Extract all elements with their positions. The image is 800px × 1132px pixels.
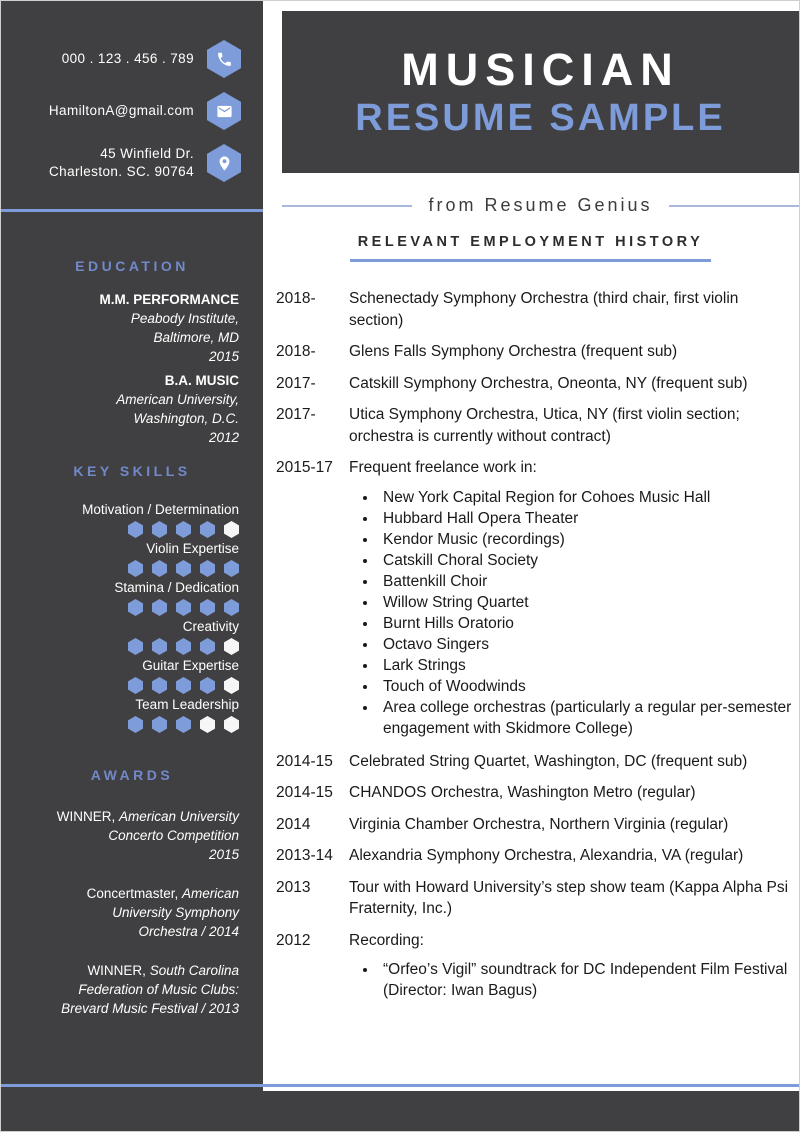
skill-item xyxy=(1,540,263,577)
tagline: from Resume Genius xyxy=(428,195,653,215)
education-entries xyxy=(1,290,263,447)
education-entry xyxy=(21,371,239,447)
skill-level-indicator xyxy=(1,638,239,655)
employment-entry xyxy=(263,845,798,867)
skill-hex-filled xyxy=(152,638,167,655)
employment-bullet: • Catskill Choral Society xyxy=(378,550,792,571)
skill-label: Motivation / Determination xyxy=(82,502,239,517)
skill-item xyxy=(1,501,263,538)
employment-description xyxy=(349,404,794,447)
skill-hex-filled xyxy=(200,560,215,577)
employment-description xyxy=(349,782,794,804)
phone-number: 000 . 123 . 456 . 789 xyxy=(61,51,194,66)
employment-year: 2018- xyxy=(276,343,316,360)
employment-entry xyxy=(263,877,798,920)
education-detail-line: Washington, D.C. xyxy=(133,411,239,426)
address-line-1: 45 Winfield Dr. xyxy=(100,146,194,161)
awards-heading: AWARDS xyxy=(90,767,174,783)
employment-text: Alexandria Symphony Orchestra, Alexandria, VA (regular) xyxy=(349,847,744,864)
skills-list xyxy=(1,501,263,733)
mail-icon xyxy=(207,92,241,130)
employment-text: Catskill Symphony Orchestra, Oneonta, NY (frequent sub) xyxy=(349,374,748,392)
skill-hex-filled xyxy=(176,716,191,733)
contact-phone-row xyxy=(1,39,263,79)
skill-item xyxy=(1,618,263,655)
skill-hex-empty xyxy=(200,716,215,733)
contact-address-row xyxy=(1,143,263,183)
skill-hex-filled xyxy=(152,521,167,538)
employment-text: Schenectady Symphony Orchestra (third chair, first violin section) xyxy=(349,290,739,329)
employment-bullet: • Touch of Woodwinds xyxy=(378,676,792,697)
postal-address xyxy=(49,145,194,181)
key-skills-heading: KEY SKILLS xyxy=(73,463,191,479)
employment-text: Recording: xyxy=(349,931,424,949)
skill-hex-filled xyxy=(176,677,191,694)
award-line xyxy=(27,999,239,1018)
employment-description xyxy=(349,845,794,867)
sidebar xyxy=(1,1,263,1093)
employment-bullet: • Octavo Singers xyxy=(378,634,792,655)
award-text: University Symphony xyxy=(112,905,239,920)
award-text: Federation of Music Clubs: xyxy=(78,982,239,997)
award-line xyxy=(27,884,239,903)
employment-year: 2014 xyxy=(276,815,311,833)
employment-text: Celebrated String Quartet, Washington, DC (frequent sub) xyxy=(349,752,748,770)
education-degree: M.M. PERFORMANCE xyxy=(99,292,239,307)
employment-description xyxy=(349,814,794,836)
employment-text: Glens Falls Symphony Orchestra (frequent sub) xyxy=(349,343,678,360)
phone-icon xyxy=(207,40,241,78)
education-detail-line: 2015 xyxy=(208,349,239,364)
award-entry xyxy=(27,807,239,864)
tagline-rule-left xyxy=(282,205,412,207)
skill-hex-empty xyxy=(224,638,239,655)
employment-text: Utica Symphony Orchestra, Utica, NY (first violin section; orchestra is currently without contract) xyxy=(349,406,740,445)
skill-level-indicator xyxy=(1,521,239,538)
employment-bullet: • Area college orchestras (particularly a regular per-semester engagement with Skidmore College) xyxy=(378,697,792,739)
award-text: American University xyxy=(118,809,239,824)
award-text: Concerto Competition xyxy=(108,828,239,843)
skill-hex-filled xyxy=(224,599,239,616)
employment-text: Virginia Chamber Orchestra, Northern Virginia (regular) xyxy=(349,815,729,833)
employment-bullet-list xyxy=(349,959,792,1001)
skill-hex-filled xyxy=(152,716,167,733)
education-detail-line: Peabody Institute, xyxy=(130,311,239,326)
employment-bullet-list xyxy=(349,487,792,739)
employment-bullet: • Burnt Hills Oratorio xyxy=(378,613,792,634)
award-text: Orchestra / 2014 xyxy=(138,924,239,939)
employment-description xyxy=(349,877,794,920)
title-banner xyxy=(282,11,799,173)
employment-bullet: • “Orfeo’s Vigil” soundtrack for DC Independent Film Festival (Director: Iwan Bagus) xyxy=(378,959,792,1001)
employment-description xyxy=(349,341,794,363)
employment-bullet: • Lark Strings xyxy=(378,655,792,676)
award-prefix: WINNER, xyxy=(56,809,119,824)
skill-hex-filled xyxy=(128,716,143,733)
awards-list xyxy=(1,807,263,1018)
award-line xyxy=(27,980,239,999)
employment-entry xyxy=(263,404,798,447)
employment-year: 2018- xyxy=(276,290,316,307)
employment-section xyxy=(263,233,798,1013)
skill-hex-filled xyxy=(176,560,191,577)
skill-hex-empty xyxy=(224,521,239,538)
award-entry xyxy=(27,961,239,1018)
skill-hex-filled xyxy=(152,560,167,577)
employment-bullet: • New York Capital Region for Cohoes Music Hall xyxy=(378,487,792,508)
award-entry xyxy=(27,884,239,941)
award-text: South Carolina xyxy=(149,963,239,978)
skill-hex-filled xyxy=(200,521,215,538)
skill-level-indicator xyxy=(1,599,239,616)
employment-year: 2015-17 xyxy=(276,459,333,476)
resume-subtitle: RESUME SAMPLE xyxy=(355,96,726,139)
contact-email-row xyxy=(1,91,263,131)
skill-hex-filled xyxy=(128,677,143,694)
education-detail-line: 2012 xyxy=(208,430,239,445)
award-prefix: Concertmaster, xyxy=(86,886,182,901)
skill-label: Guitar Expertise xyxy=(142,658,239,673)
address-line-2: Charleston. SC. 90764 xyxy=(49,164,194,179)
skill-hex-filled xyxy=(176,638,191,655)
award-line xyxy=(27,903,239,922)
skill-label: Stamina / Dedication xyxy=(114,580,239,595)
skill-hex-filled xyxy=(224,560,239,577)
employment-text: Frequent freelance work in: xyxy=(349,459,537,476)
award-line xyxy=(27,922,239,941)
employment-text: Tour with Howard University’s step show team (Kappa Alpha Psi Fraternity, Inc.) xyxy=(349,878,789,917)
award-text: 2015 xyxy=(208,847,239,862)
resume-title: MUSICIAN xyxy=(401,43,680,95)
sidebar-divider xyxy=(1,209,263,212)
employment-text: CHANDOS Orchestra, Washington Metro (regular) xyxy=(349,784,696,801)
employment-description xyxy=(349,930,794,1004)
footer-bar xyxy=(1,1091,799,1131)
tagline-row xyxy=(282,195,799,216)
employment-bullet: • Battenkill Choir xyxy=(378,571,792,592)
employment-entry xyxy=(263,457,798,741)
skill-item xyxy=(1,696,263,733)
education-degree: B.A. MUSIC xyxy=(164,373,239,388)
employment-entry xyxy=(263,341,798,363)
award-text: American xyxy=(181,886,239,901)
employment-year: 2013 xyxy=(276,878,311,896)
employment-bullet: • Hubbard Hall Opera Theater xyxy=(378,508,792,529)
employment-entry xyxy=(263,373,798,395)
skill-item xyxy=(1,579,263,616)
award-line xyxy=(27,826,239,845)
employment-bullet: • Kendor Music (recordings) xyxy=(378,529,792,550)
education-heading: EDUCATION xyxy=(75,258,189,274)
award-prefix: WINNER, xyxy=(87,963,150,978)
employment-entry xyxy=(263,751,798,773)
employment-year: 2017- xyxy=(276,406,316,423)
employment-year: 2013-14 xyxy=(276,847,333,864)
skill-item xyxy=(1,657,263,694)
skill-hex-filled xyxy=(128,638,143,655)
skill-hex-filled xyxy=(128,599,143,616)
location-pin-icon xyxy=(207,144,241,182)
employment-year: 2017- xyxy=(276,374,316,392)
skill-hex-filled xyxy=(200,638,215,655)
award-line xyxy=(27,845,239,864)
skill-hex-empty xyxy=(224,677,239,694)
employment-description xyxy=(349,373,794,395)
employment-description xyxy=(349,288,794,331)
skill-hex-filled xyxy=(176,521,191,538)
contact-section xyxy=(1,1,263,183)
skill-level-indicator xyxy=(1,677,239,694)
section-title-wrap xyxy=(263,233,798,262)
award-text: Brevard Music Festival / 2013 xyxy=(61,1001,239,1016)
tagline-rule-right xyxy=(669,205,799,207)
employment-entry xyxy=(263,930,798,1004)
award-line xyxy=(27,961,239,980)
education-entry xyxy=(21,290,239,366)
education-detail-line: Baltimore, MD xyxy=(153,330,239,345)
employment-year: 2014-15 xyxy=(276,752,333,770)
employment-entry xyxy=(263,782,798,804)
employment-bullet: • Willow String Quartet xyxy=(378,592,792,613)
employment-history-heading: RELEVANT EMPLOYMENT HISTORY xyxy=(350,234,712,262)
education-detail-line: American University, xyxy=(116,392,239,407)
skill-hex-filled xyxy=(176,599,191,616)
skill-hex-filled xyxy=(128,560,143,577)
skill-hex-filled xyxy=(200,599,215,616)
skill-hex-filled xyxy=(128,521,143,538)
employment-entry xyxy=(263,814,798,836)
email-address: HamiltonA@gmail.com xyxy=(48,103,194,118)
skill-hex-filled xyxy=(152,599,167,616)
employment-year: 2014-15 xyxy=(276,784,333,801)
skill-level-indicator xyxy=(1,560,239,577)
skill-label: Team Leadership xyxy=(135,697,239,712)
employment-description xyxy=(349,751,794,773)
bottom-accent-line xyxy=(1,1084,799,1087)
skill-label: Creativity xyxy=(182,619,239,634)
skill-level-indicator xyxy=(1,716,239,733)
employment-entry xyxy=(263,288,798,331)
skill-hex-filled xyxy=(200,677,215,694)
skill-label: Violin Expertise xyxy=(146,541,239,556)
award-line xyxy=(27,807,239,826)
skill-hex-filled xyxy=(152,677,167,694)
skill-hex-empty xyxy=(224,716,239,733)
employment-year: 2012 xyxy=(276,931,311,949)
employment-description xyxy=(349,457,794,741)
employment-list xyxy=(263,288,798,1003)
